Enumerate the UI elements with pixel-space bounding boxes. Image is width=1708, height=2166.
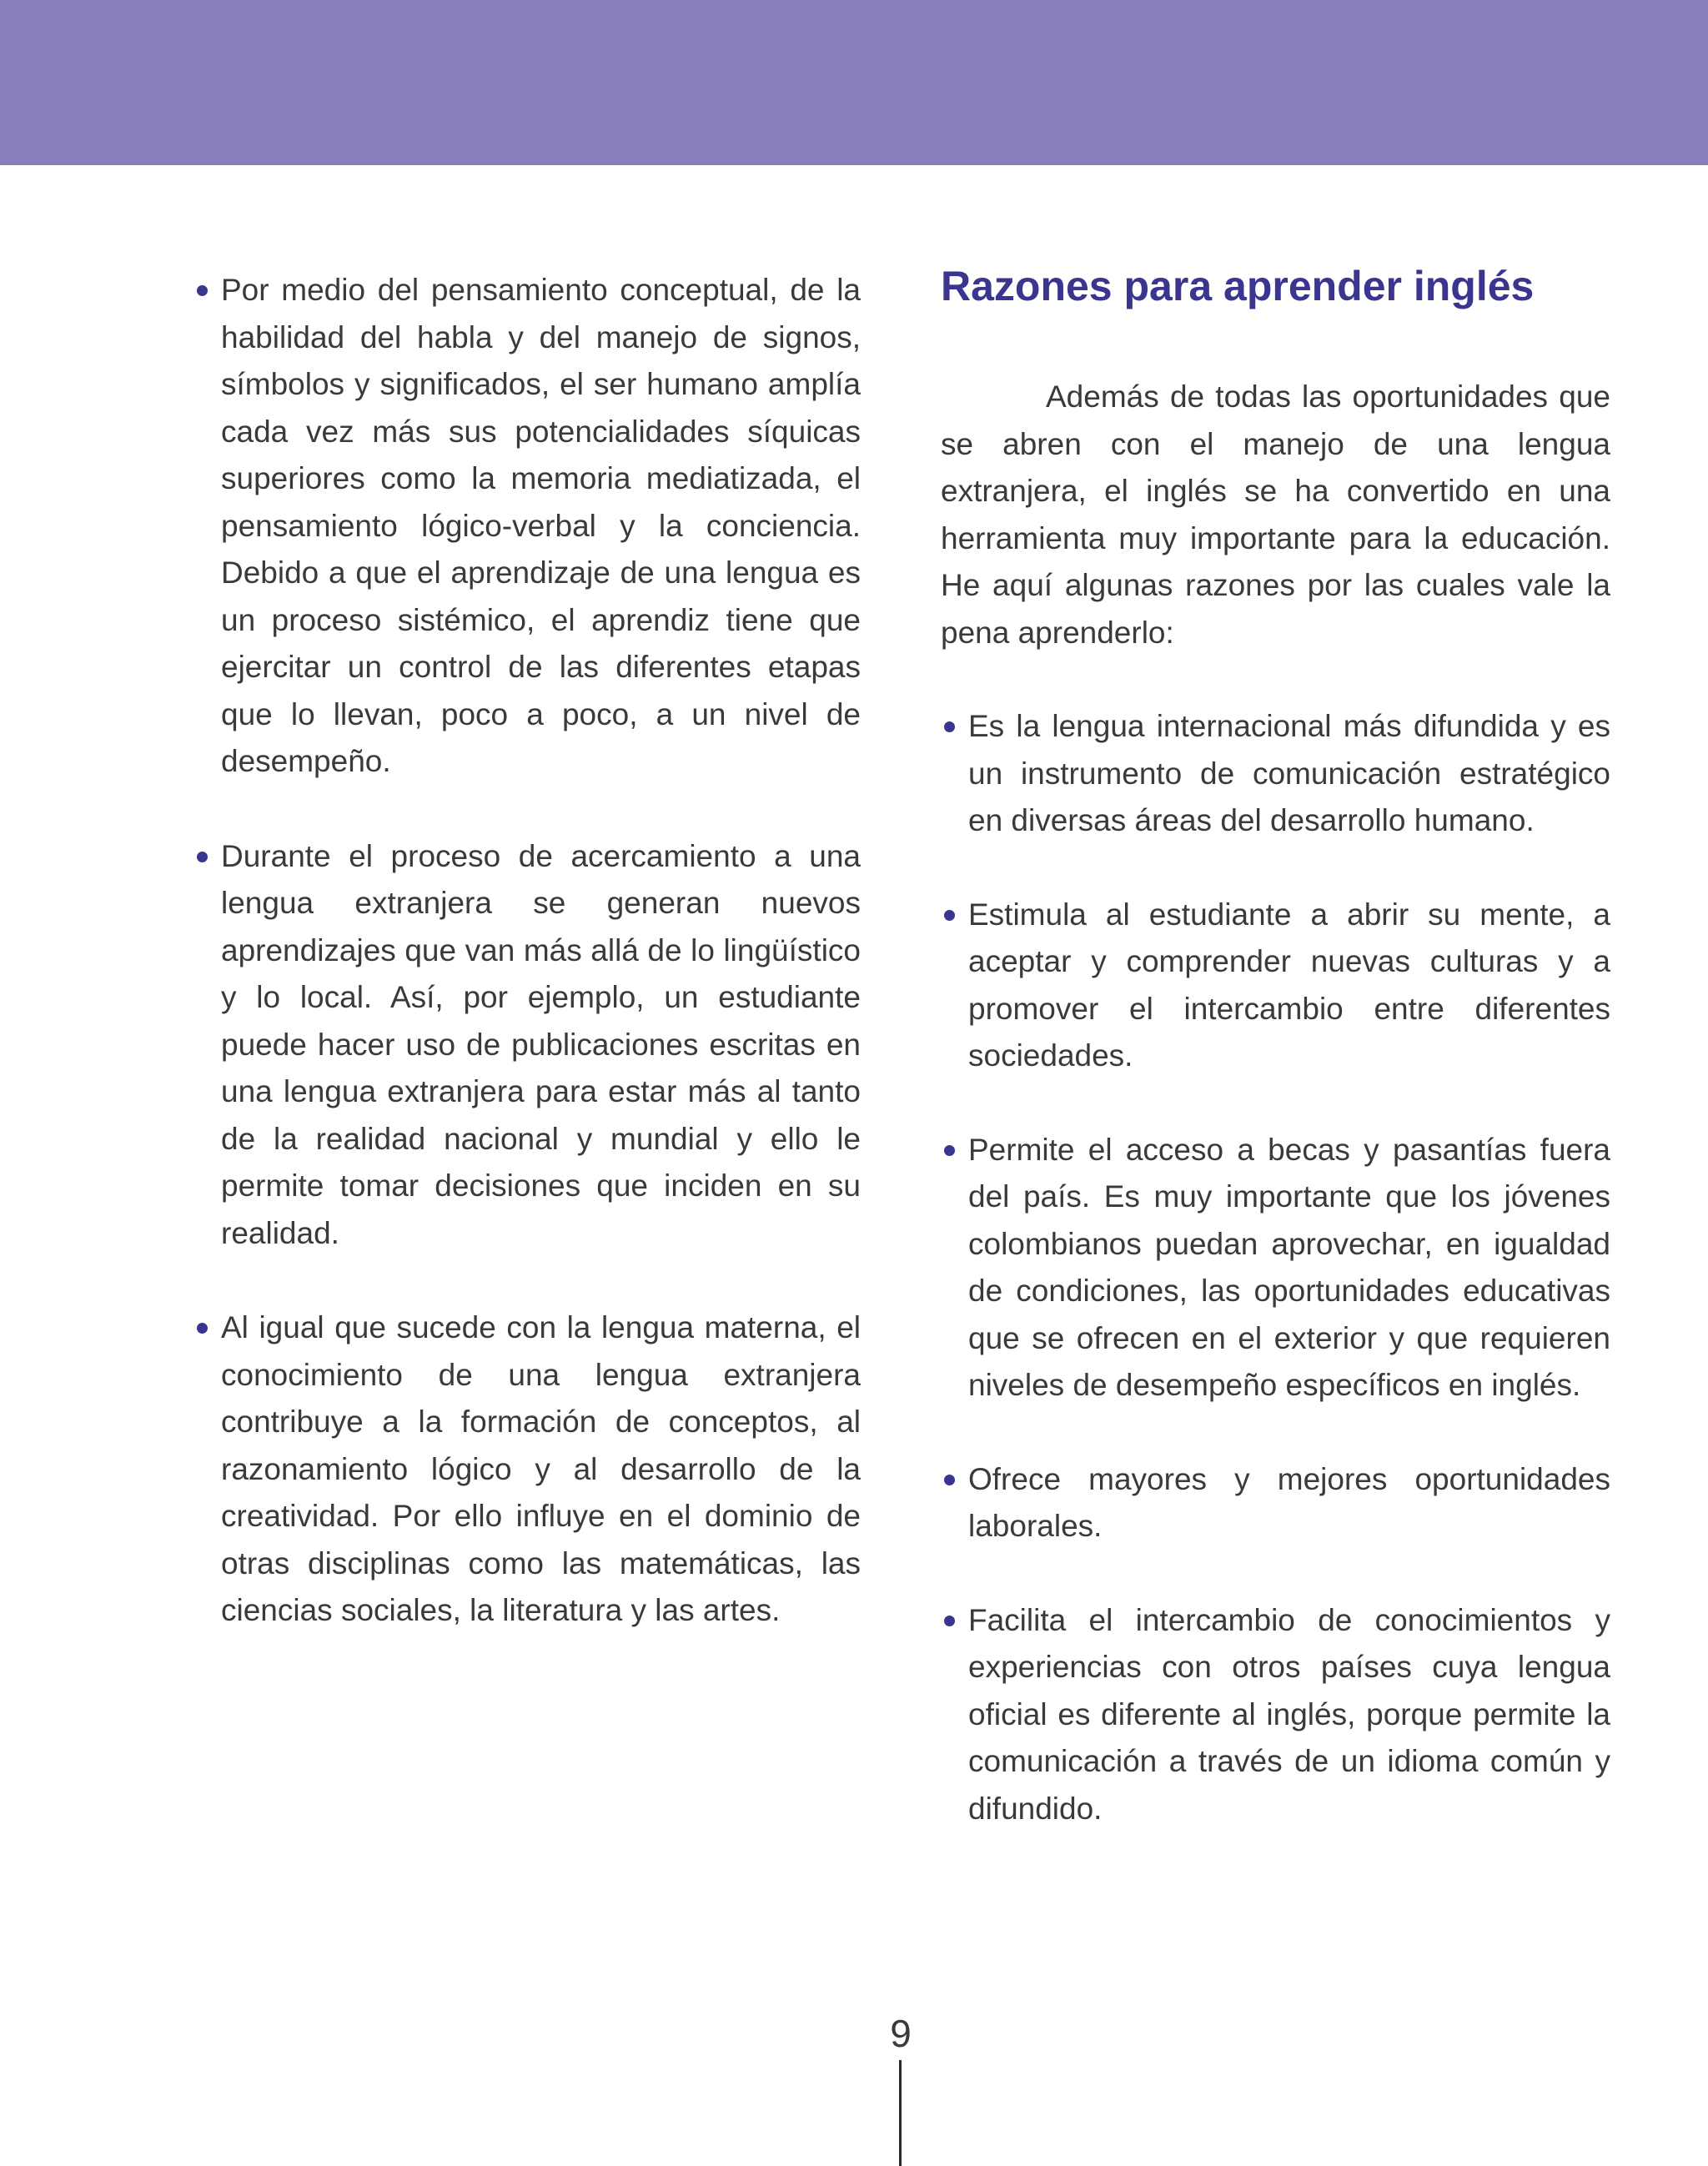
right-column <box>941 257 1610 1832</box>
bullet-item <box>941 1597 1610 1833</box>
bullet-text: Permite el acceso a becas y pasantías fuera del país. Es muy importante que los jóvenes colombianos puedan aprovechar, en igualdad de condiciones, las oportunidades educativas que se ofrecen en el exterior y que requieren niveles de desempeño específicos en inglés. <box>968 1132 1610 1402</box>
header-band <box>0 0 1708 165</box>
bullet-dot-icon <box>944 1475 955 1485</box>
bullet-text: Estimula al estudiante a abrir su mente, a aceptar y comprender nuevas culturas y a promover el intercambio entre diferentes sociedades. <box>968 897 1610 1073</box>
bullet-dot-icon <box>197 285 208 296</box>
bullet-text: Al igual que sucede con la lengua materna, el conocimiento de una lengua extranjera contribuye a la formación de conceptos, al razonamiento lógico y al desarrollo de la creatividad. Por ello influye en el dominio de otras disciplinas como las matemáticas, las ciencias sociales, la literatura y las artes. <box>221 1310 861 1627</box>
bullet-dot-icon <box>944 1616 955 1626</box>
bullet-item <box>941 1127 1610 1410</box>
bullet-text: Durante el proceso de acercamiento a una lengua extranjera se generan nuevos aprendizajes que van más allá de lo lingüístico y lo local. Así, por ejemplo, un estudiante puede hacer uso de publicaciones escritas en una lengua extranjera para estar más al tanto de la realidad nacional y mundial y ello le permite tomar decisiones que inciden en su realidad. <box>221 838 861 1250</box>
bullet-item <box>193 833 861 1258</box>
page-divider-line <box>899 2060 902 2166</box>
bullet-text: Es la lengua internacional más difundida y es un instrumento de comunicación estratégico en diversas áreas del desarrollo humano. <box>968 709 1610 837</box>
bullet-item <box>941 892 1610 1080</box>
bullet-item <box>193 1304 861 1635</box>
bullet-item <box>941 1456 1610 1550</box>
left-column <box>193 267 861 1635</box>
section-heading: Razones para aprender inglés <box>941 263 1535 309</box>
page-number: 9 <box>890 2012 912 2055</box>
bullet-dot-icon <box>944 910 955 921</box>
bullet-dot-icon <box>197 1323 208 1334</box>
bullet-dot-icon <box>944 721 955 732</box>
bullet-item <box>941 703 1610 845</box>
bullet-text: Ofrece mayores y mejores oportunidades laborales. <box>968 1461 1610 1543</box>
bullet-item <box>193 267 861 786</box>
bullet-dot-icon <box>944 1145 955 1156</box>
bullet-text: Por medio del pensamiento conceptual, de la habilidad del habla y del manejo de signos, símbolos y significados, el ser humano amplía cada vez más sus potencialidades síquicas superiores como la memoria mediatizada, el pensamiento lógico-verbal y la conciencia. Debido a que el aprendizaje de una lengua es un proceso sistémico, el aprendiz tiene que ejercitar un control de las diferentes etapas que lo llevan, poco a poco, a un nivel de desempeño. <box>221 273 861 778</box>
bullet-text: Facilita el intercambio de conocimientos y experiencias con otros países cuya lengua oficial es diferente al inglés, porque permite la comunicación a través de un idioma común y difundido. <box>968 1602 1610 1826</box>
intro-paragraph: Además de todas las oportunidades que se abren con el manejo de una lengua extranjera, el inglés se ha convertido en una herramienta muy importante para la educación. He aquí algunas razones por las cuales vale la pena aprenderlo: <box>941 379 1610 650</box>
bullet-dot-icon <box>197 852 208 862</box>
